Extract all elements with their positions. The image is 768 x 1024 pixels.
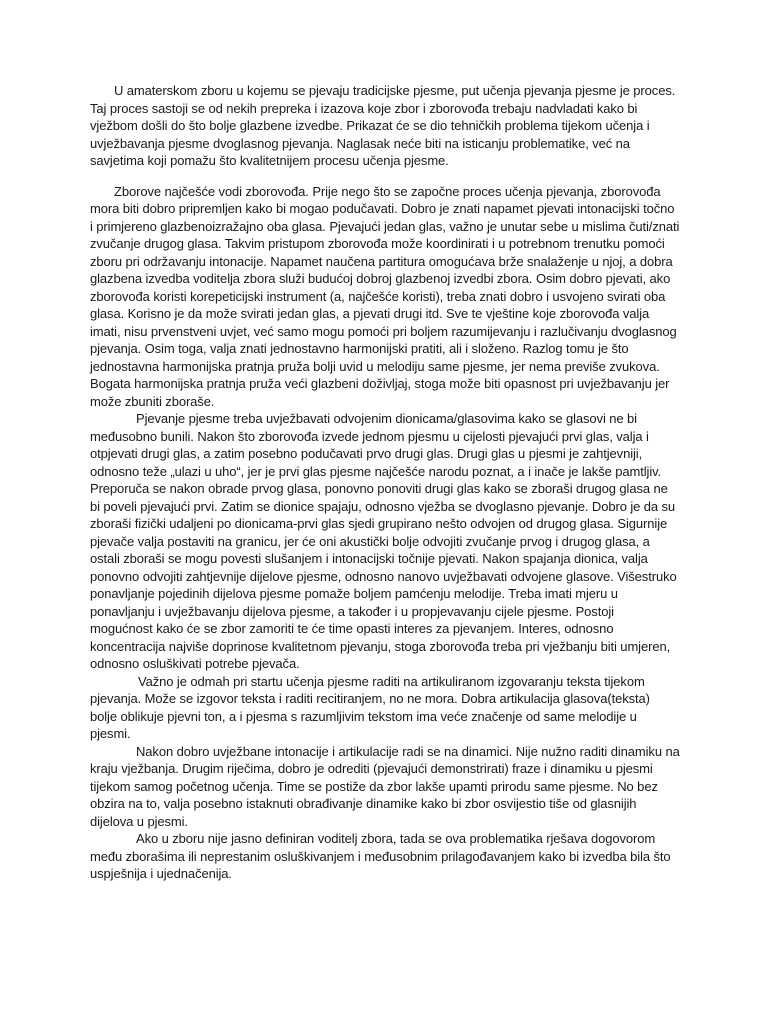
paragraph-intro: U amaterskom zboru u kojemu se pjevaju tradicijske pjesme, put učenja pjevanja pjesme je proces. Taj proces sastoji se od nekih prepreka i izazova koje zbor i zborovođa trebaju nadvladati kako bi vježbom došli do što bolje glazbene izvedbe. Prikazat će se dio tehničkih problema tijekom učenja i uvježbavanja pjesme dvoglasnog pjevanja. Naglasak neće biti na isticanju problematike, već na savjetima koji pomažu što kvalitetnijem procesu učenja pjesme. xyxy=(90,83,676,168)
paragraph-articulation: Važno je odmah pri startu učenja pjesme raditi na artikuliranom izgovaranju teksta tijekom pjevanja. Može se izgovor teksta i raditi recitiranjem, no ne mora. Dobra artikulacija glasova(teksta) bolje oblikuje pjevni ton, a i pjesma s razumljivim tekstom ima veće značenje od same melodije u pjesmi. xyxy=(90,673,650,741)
paragraph-conductor: Zborove najčešće vodi zborovođa. Prije nego što se započne proces učenja pjevanja, zborovođa mora biti dobro pripremljen kako bi mogao podučavati. Dobro je znati napamet pjevati intonacijski točno i primjereno glazbenoizražajno oba glasa. Pjevajući jedan glas, važno je unutar sebe u mislima čuti/znati zvučanje drugog glasa. Takvim pristupom zborovođa može koordinirati i u potrebnom trenutku pomoći zboru pri održavanju intonacije. Napamet naučena partitura omogućava brže snalaženje u njoj, a dobra glazbena izvedba voditelja zbora služi budućoj dobroj glazbenoj izvedbi zbora. Osim dobro pjevati, ako zborovođa koristi korepeticijski instrument (a, najčešće koristi), treba znati dobro i usvojeno svirati oba glasa. Korisno je da može svirati jedan glas, a pjevati drugi itd. Sve te vještine koje zborovođa valja imati, nisu prvenstveni uvjet, već samo mogu pomoći pri boljem razumijevanju i razlučivanju dvoglasnog pjevanja. Osim toga, valja znati jednostavno harmonijski pratiti, ali i složeno. Razlog tomu je što jednostavna harmonijska pratnja pruža bolji uvid u melodiju same pjesme, jer nema previše zvukova. Bogata harmonijska pratnja pruža veći glazbeni doživljaj, stoga može biti opasnost pri uvježbavanju jer može zbuniti zboraše. xyxy=(90,183,680,409)
document-page xyxy=(90,82,680,883)
paragraph-leader: Ako u zboru nije jasno definiran voditelj zbora, tada se ova problematika rješava dogovorom među zborašima ili neprestanim osluškivanjem i međusobnim prilagođavanjem kako bi izvedba bila što uspješnija i ujednačenija. xyxy=(90,831,671,881)
paragraph-dynamics: Nakon dobro uvježbane intonacije i artikulacije radi se na dinamici. Nije nužno raditi dinamiku na kraju vježbanja. Drugim riječima, dobro je odrediti (pjevajući demonstrirati) fraze i dinamiku u pjesmi tijekom samog početnog učenja. Time se postiže da zbor lakše upamti prirodu same pjesme. No bez obzira na to, valja posebno istaknuti obrađivanje dinamike kako bi zbor osvijestio tiše od glasnijih dijelova u pjesmi. xyxy=(90,743,680,829)
paragraph-voices: Pjevanje pjesme treba uvježbavati odvojenim dionicama/glasovima kako se glasovi ne bi međusobno bunili. Nakon što zborovođa izvede jednom pjesmu u cijelosti pjevajući prvi glas, valja i otpjevati drugi glas, a zatim posebno podučavati prvo drugi glas. Drugi glas u pjesmi je zahtjevniji, odnosno teže „ulazi u uho“, jer je prvi glas pjesme najčešće narodu poznat, a i inače je lakše pamtljiv. Preporuča se nakon obrade prvog glasa, ponovno ponoviti drugi glas kako se zboraši drugog glasa ne bi poveli pjevajući prvi. Zatim se dionice spajaju, odnosno vježba se dvoglasno pjevanje. Dobro je da su zboraši fizički udaljeni po dionicama-prvi glas sjedi grupirano nešto odvojen od drugog glasa. Sigurnije pjevače valja postaviti na granicu, jer će oni akustički bolje odvojiti zvučanje prvog i drugog glasa, a ostali zboraši se mogu povesti slušanjem i intonacijski točnije pjevati. Nakon spajanja dionica, valja ponovno odvojiti zahtjevnije dijelove pjesme, odnosno nanovo uvježbavati odvojene glasove. Višestruko ponavljanje pojedinih dijelova pjesme pomaže boljem pamćenju melodije. Treba imati mjeru u ponavljanju i uvježbavanju dijelova pjesme, a također i u propjevavanju cijele pjesme. Postoji mogućnost kako će se zbor zamoriti te će time opasti interes za pjevanjem. Interes, odnosno koncentracija najviše doprinose kvalitetnom pjevanju, stoga zborovođa treba pri vježbanju biti umjeren, odnosno osluškivati potrebe pjevača. xyxy=(90,411,677,671)
